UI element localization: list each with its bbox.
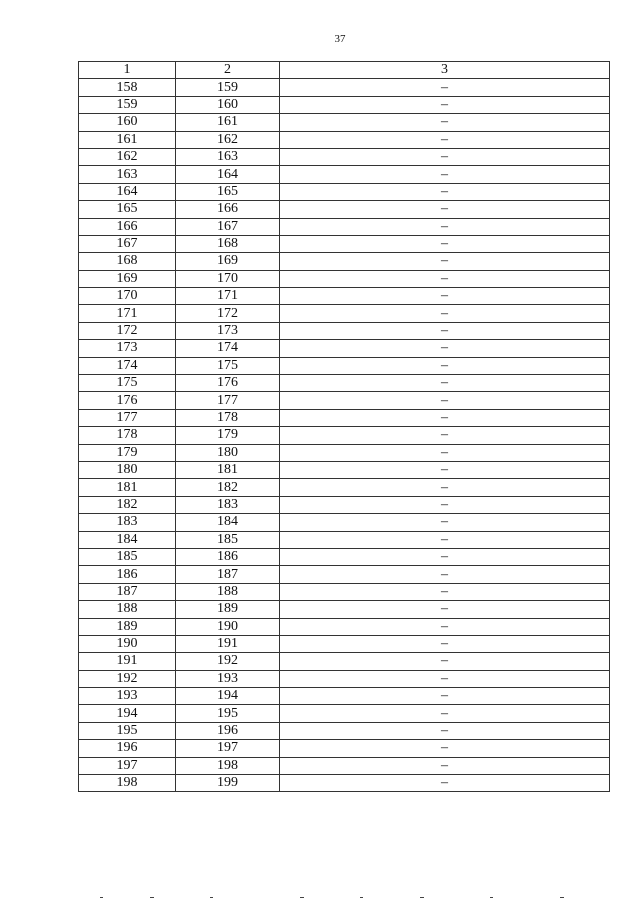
table-cell-col-3: – [280, 705, 610, 722]
table-cell-col-3: – [280, 183, 610, 200]
table-cell-col-1: 193 [79, 688, 176, 705]
table-cell-col-1: 161 [79, 131, 176, 148]
table-cell-col-2: 196 [176, 722, 280, 739]
table-cell-col-2: 178 [176, 409, 280, 426]
table-cell-col-1: 172 [79, 322, 176, 339]
table-row [79, 566, 610, 583]
table-cell-col-3: – [280, 235, 610, 252]
table-body [79, 62, 610, 792]
table-cell-col-2: 174 [176, 340, 280, 357]
table-cell-col-2: 187 [176, 566, 280, 583]
table-cell-col-3: – [280, 409, 610, 426]
table-row [79, 740, 610, 757]
table-row [79, 444, 610, 461]
table-row [79, 479, 610, 496]
table-cell-col-3: – [280, 566, 610, 583]
table-cell-col-3: – [280, 688, 610, 705]
table-cell-col-2: 168 [176, 235, 280, 252]
table-row [79, 392, 610, 409]
table-cell-col-2: 184 [176, 514, 280, 531]
table-cell-col-2: 182 [176, 479, 280, 496]
table-cell-col-2: 179 [176, 427, 280, 444]
table-cell-col-1: 162 [79, 148, 176, 165]
column-header-3: 3 [280, 62, 610, 79]
table-cell-col-1: 178 [79, 427, 176, 444]
table-cell-col-1: 173 [79, 340, 176, 357]
table-row [79, 531, 610, 548]
table-cell-col-3: – [280, 270, 610, 287]
table-cell-col-2: 197 [176, 740, 280, 757]
table-cell-col-2: 160 [176, 96, 280, 113]
table-cell-col-2: 170 [176, 270, 280, 287]
page-number: 37 [334, 33, 346, 45]
table-cell-col-1: 186 [79, 566, 176, 583]
table-row [79, 218, 610, 235]
table-cell-col-3: – [280, 322, 610, 339]
table-row [79, 670, 610, 687]
table-row [79, 653, 610, 670]
table-cell-col-1: 170 [79, 288, 176, 305]
table-row [79, 688, 610, 705]
table-row [79, 635, 610, 652]
table-cell-col-1: 182 [79, 496, 176, 513]
table-cell-col-1: 176 [79, 392, 176, 409]
table-cell-col-2: 192 [176, 653, 280, 670]
table-cell-col-1: 177 [79, 409, 176, 426]
table-cell-col-2: 177 [176, 392, 280, 409]
table-cell-col-2: 167 [176, 218, 280, 235]
table-cell-col-3: – [280, 722, 610, 739]
table-cell-col-1: 160 [79, 114, 176, 131]
table-cell-col-1: 168 [79, 253, 176, 270]
table-cell-col-2: 180 [176, 444, 280, 461]
table-cell-col-1: 191 [79, 653, 176, 670]
table-cell-col-3: – [280, 496, 610, 513]
table-cell-col-2: 195 [176, 705, 280, 722]
table-cell-col-3: – [280, 131, 610, 148]
table-cell-col-1: 181 [79, 479, 176, 496]
table-cell-col-3: – [280, 514, 610, 531]
table-cell-col-2: 185 [176, 531, 280, 548]
table-cell-col-2: 199 [176, 775, 280, 792]
scan-artifact-line [90, 894, 610, 900]
table-row [79, 253, 610, 270]
table-cell-col-1: 166 [79, 218, 176, 235]
table-cell-col-1: 180 [79, 461, 176, 478]
table-cell-col-2: 171 [176, 288, 280, 305]
table-cell-col-3: – [280, 375, 610, 392]
table-cell-col-3: – [280, 548, 610, 565]
column-header-2: 2 [176, 62, 280, 79]
table-cell-col-2: 172 [176, 305, 280, 322]
table-cell-col-2: 188 [176, 583, 280, 600]
table-cell-col-3: – [280, 583, 610, 600]
table-cell-col-1: 169 [79, 270, 176, 287]
table-cell-col-1: 167 [79, 235, 176, 252]
table-cell-col-3: – [280, 635, 610, 652]
table-row [79, 288, 610, 305]
table-cell-col-1: 194 [79, 705, 176, 722]
table-cell-col-1: 171 [79, 305, 176, 322]
table-cell-col-2: 159 [176, 79, 280, 96]
table-cell-col-3: – [280, 670, 610, 687]
table-cell-col-1: 165 [79, 201, 176, 218]
table-row [79, 305, 610, 322]
table-cell-col-3: – [280, 531, 610, 548]
table-cell-col-3: – [280, 253, 610, 270]
table-cell-col-1: 158 [79, 79, 176, 96]
table-row [79, 131, 610, 148]
table-cell-col-2: 181 [176, 461, 280, 478]
table-cell-col-1: 184 [79, 531, 176, 548]
table-cell-col-1: 195 [79, 722, 176, 739]
table-cell-col-2: 161 [176, 114, 280, 131]
table-cell-col-2: 190 [176, 618, 280, 635]
table-cell-col-3: – [280, 340, 610, 357]
table-cell-col-3: – [280, 114, 610, 131]
table-cell-col-3: – [280, 96, 610, 113]
table-cell-col-2: 162 [176, 131, 280, 148]
table-row [79, 618, 610, 635]
table-row [79, 775, 610, 792]
table-cell-col-2: 193 [176, 670, 280, 687]
table-cell-col-1: 164 [79, 183, 176, 200]
table-cell-col-2: 191 [176, 635, 280, 652]
table-cell-col-3: – [280, 653, 610, 670]
table-cell-col-1: 179 [79, 444, 176, 461]
table-cell-col-3: – [280, 79, 610, 96]
table-cell-col-1: 197 [79, 757, 176, 774]
table-cell-col-2: 189 [176, 601, 280, 618]
table-row [79, 166, 610, 183]
table-row [79, 322, 610, 339]
table-cell-col-3: – [280, 148, 610, 165]
table-cell-col-2: 173 [176, 322, 280, 339]
table-row [79, 496, 610, 513]
table-cell-col-1: 198 [79, 775, 176, 792]
table-cell-col-1: 189 [79, 618, 176, 635]
table-cell-col-1: 159 [79, 96, 176, 113]
table-cell-col-2: 194 [176, 688, 280, 705]
table-cell-col-1: 196 [79, 740, 176, 757]
table-cell-col-3: – [280, 166, 610, 183]
table-cell-col-1: 175 [79, 375, 176, 392]
table-row [79, 722, 610, 739]
table-cell-col-3: – [280, 288, 610, 305]
table-cell-col-3: – [280, 444, 610, 461]
table-cell-col-3: – [280, 461, 610, 478]
table-cell-col-3: – [280, 201, 610, 218]
table-row [79, 375, 610, 392]
table-row [79, 148, 610, 165]
table-cell-col-3: – [280, 305, 610, 322]
table-cell-col-2: 175 [176, 357, 280, 374]
table-cell-col-1: 185 [79, 548, 176, 565]
table-cell-col-3: – [280, 479, 610, 496]
data-table [78, 61, 610, 792]
table-cell-col-2: 183 [176, 496, 280, 513]
table-cell-col-2: 166 [176, 201, 280, 218]
table-cell-col-1: 190 [79, 635, 176, 652]
table-cell-col-3: – [280, 357, 610, 374]
table-cell-col-2: 164 [176, 166, 280, 183]
table-row [79, 601, 610, 618]
table-cell-col-2: 165 [176, 183, 280, 200]
table-cell-col-3: – [280, 218, 610, 235]
table-cell-col-3: – [280, 618, 610, 635]
table-row [79, 270, 610, 287]
table-cell-col-3: – [280, 775, 610, 792]
table-cell-col-2: 186 [176, 548, 280, 565]
table-row [79, 183, 610, 200]
table-cell-col-1: 163 [79, 166, 176, 183]
table-cell-col-1: 174 [79, 357, 176, 374]
table-cell-col-2: 176 [176, 375, 280, 392]
table-row [79, 235, 610, 252]
table-header-row [79, 62, 610, 79]
table-row [79, 201, 610, 218]
table-row [79, 427, 610, 444]
table-cell-col-3: – [280, 392, 610, 409]
table-row [79, 114, 610, 131]
table-row [79, 514, 610, 531]
table-row [79, 340, 610, 357]
table-row [79, 583, 610, 600]
table-cell-col-1: 192 [79, 670, 176, 687]
table-cell-col-3: – [280, 427, 610, 444]
table-row [79, 79, 610, 96]
table-cell-col-2: 163 [176, 148, 280, 165]
table-cell-col-2: 169 [176, 253, 280, 270]
table-row [79, 757, 610, 774]
table-cell-col-1: 187 [79, 583, 176, 600]
table-row [79, 705, 610, 722]
table-cell-col-3: – [280, 601, 610, 618]
table-row [79, 409, 610, 426]
table-row [79, 548, 610, 565]
column-header-1: 1 [79, 62, 176, 79]
table-cell-col-2: 198 [176, 757, 280, 774]
table-cell-col-1: 183 [79, 514, 176, 531]
table-row [79, 461, 610, 478]
table-cell-col-3: – [280, 740, 610, 757]
table-cell-col-3: – [280, 757, 610, 774]
table-row [79, 357, 610, 374]
table-cell-col-1: 188 [79, 601, 176, 618]
table-row [79, 96, 610, 113]
